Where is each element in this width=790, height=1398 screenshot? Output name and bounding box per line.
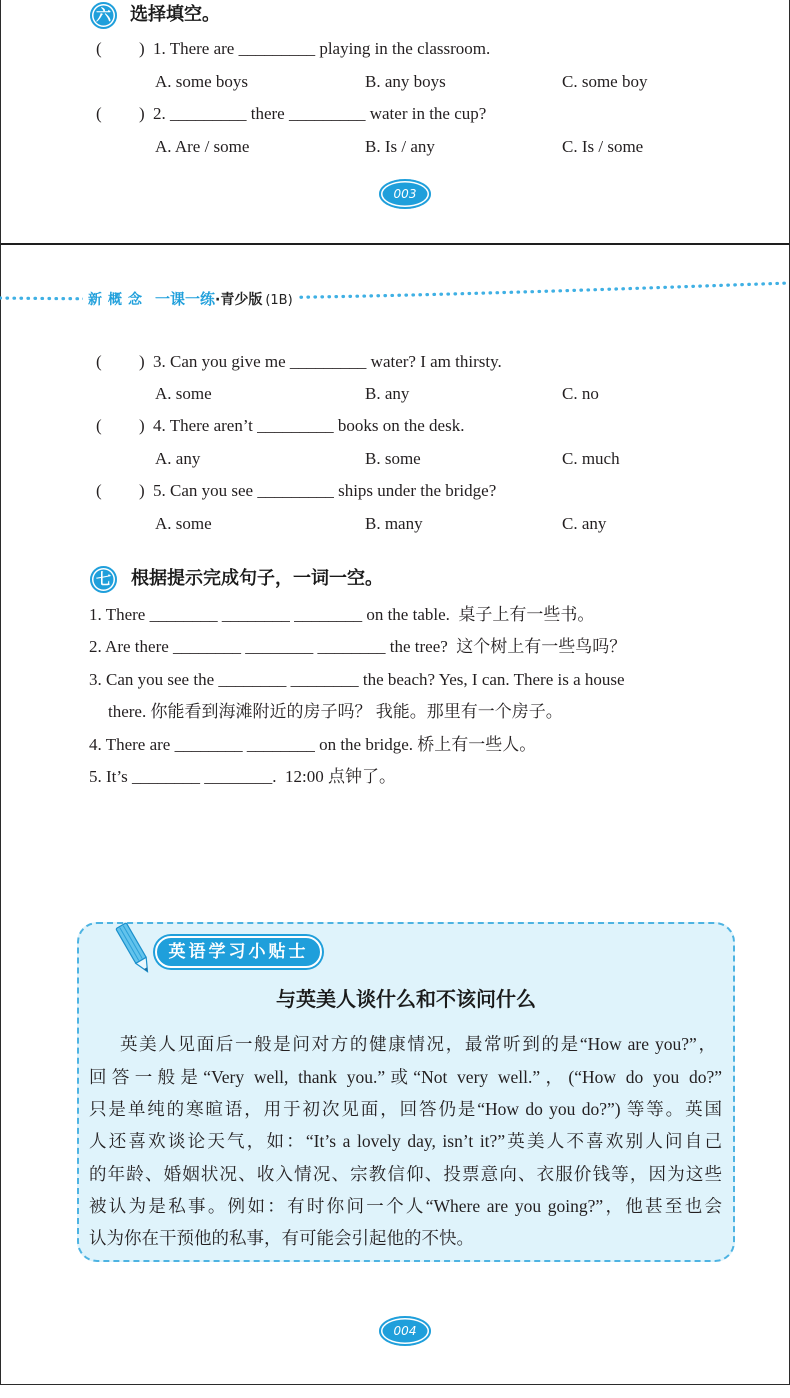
option-b: B. many (365, 514, 423, 533)
sentence-item-3-continuation: there. 你能看到海滩附近的房子吗？ 我能。那里有一个房子。 (108, 702, 563, 721)
edition-label: ·青少版 (215, 292, 263, 308)
section-6-number-badge: 六 (90, 2, 117, 29)
tip-line: 的年龄、婚姻状况、收入情况、宗教信仰、投票意向、衣服价钱等，因为这些 (89, 1164, 722, 1184)
sentence-item-2: 2. Are there ________ ________ ________ the tree? 这个树上有一些鸟吗？ (89, 637, 627, 656)
sentence-item-4: 4. There are ________ ________ on the bridge. 桥上有一些人。 (89, 735, 537, 754)
sentence-item-1: 1. There ________ ________ ________ on the table. 桌子上有一些书。 (89, 605, 595, 624)
tip-line: 被认为是私事。例如：有时你问一个人“Where are you going?”，他甚至也会 (89, 1196, 722, 1216)
answer-bracket-close: ) (139, 104, 145, 123)
option-b: B. some (365, 449, 421, 468)
option-a: A. some boys (155, 72, 249, 91)
option-b: B. Is / any (365, 137, 435, 156)
option-c: C. some boy (562, 72, 648, 91)
tip-line: 认为你在干预他的私事，有可能会引起他的不快。 (89, 1228, 474, 1248)
answer-bracket-close: ) (139, 481, 145, 500)
answer-bracket-open: ( (96, 352, 102, 371)
running-header (83, 289, 298, 309)
question-stem: 4. There aren’t _________ books on the desk. (153, 416, 465, 435)
volume-label: (1B) (265, 293, 293, 308)
book-title: 一课一练 (155, 290, 216, 308)
answer-bracket-open: ( (96, 39, 102, 58)
question-stem: 5. Can you see _________ ships under the bridge? (153, 481, 497, 500)
option-a: A. Are / some (155, 137, 250, 156)
series-name: 新概念 (88, 292, 148, 308)
page-number-003: 003 (379, 179, 431, 209)
answer-bracket-close: ) (139, 352, 145, 371)
option-b: B. any boys (365, 72, 446, 91)
option-c: C. Is / some (562, 137, 644, 156)
answer-bracket-close: ) (139, 39, 145, 58)
question-stem: 1. There are _________ playing in the classroom. (153, 39, 491, 58)
option-c: C. any (562, 514, 607, 533)
section-7-title: 根据提示完成句子，一词一空。 (131, 568, 383, 589)
question-stem: 2. _________ there _________ water in the cup? (153, 104, 487, 123)
question-stem: 3. Can you give me _________ water? I am thirsty. (153, 352, 502, 371)
tip-line: 人还喜欢谈论天气，如：“It’s a lovely day, isn’t it?”英美人不喜欢别人问自己 (89, 1131, 722, 1151)
option-c: C. much (562, 449, 620, 468)
answer-bracket-open: ( (96, 481, 102, 500)
section-6-title: 选择填空。 (130, 4, 220, 25)
sentence-item-5: 5. It’s ________ ________. 12:00 点钟了。 (89, 767, 396, 786)
tip-title: 与英美人谈什么和不该问什么 (276, 987, 536, 1011)
answer-bracket-open: ( (96, 416, 102, 435)
tip-line: 只是单纯的寒暄语，用于初次见面，回答仍是“How do you do?”) 等等。英国 (89, 1099, 722, 1119)
sentence-item-3: 3. Can you see the ________ ________ the beach? Yes, I can. There is a house (89, 670, 625, 689)
option-a: A. some (155, 384, 212, 403)
page-number-004: 004 (379, 1316, 431, 1346)
pencil-icon (112, 920, 158, 980)
option-a: A. some (155, 514, 212, 533)
option-a: A. any (155, 449, 201, 468)
answer-bracket-close: ) (139, 416, 145, 435)
tip-line: 英美人见面后一般是问对方的健康情况，最常听到的是“How are you?”， (120, 1034, 716, 1054)
option-c: C. no (562, 384, 599, 403)
tip-line: 回答一般是“Very well, thank you.”或“Not very well.”，(“How do you do?” (89, 1067, 722, 1087)
tip-badge: 英语学习小贴士 (155, 936, 322, 968)
option-b: B. any (365, 384, 410, 403)
section-7-number-badge: 七 (90, 566, 117, 593)
answer-bracket-open: ( (96, 104, 102, 123)
